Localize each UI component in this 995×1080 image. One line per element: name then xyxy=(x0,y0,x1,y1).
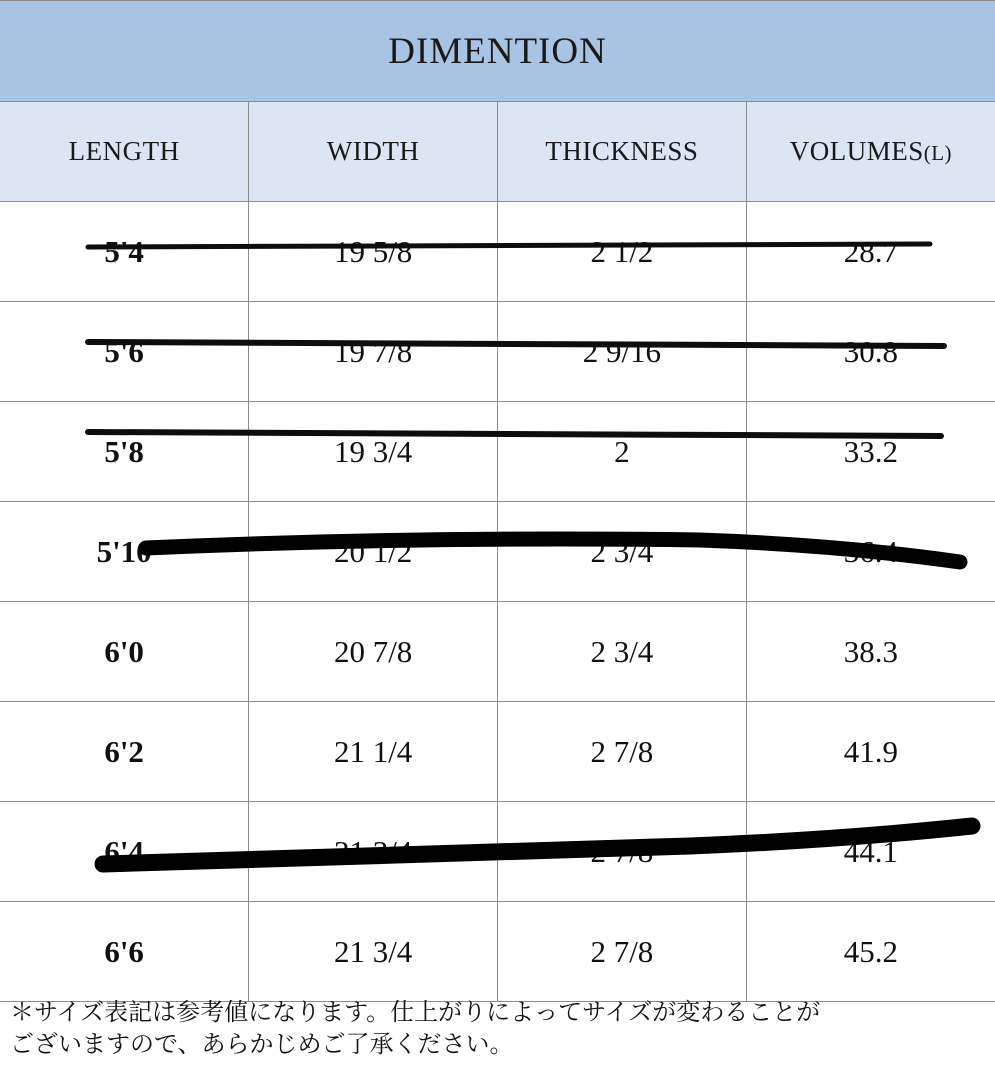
table-header-row xyxy=(0,102,995,202)
cell-thickness: 2 7/8 xyxy=(498,802,747,902)
cell-volume: 38.3 xyxy=(746,602,995,702)
cell-width: 19 7/8 xyxy=(249,302,498,402)
table-row xyxy=(0,502,995,602)
cell-width: 21 3/4 xyxy=(249,802,498,902)
column-header-thickness-label: THICKNESS xyxy=(545,136,699,166)
cell-length: 5'4 xyxy=(0,202,249,302)
cell-width: 21 1/4 xyxy=(249,702,498,802)
table-row xyxy=(0,702,995,802)
cell-thickness: 2 xyxy=(498,402,747,502)
cell-volume: 33.2 xyxy=(746,402,995,502)
column-header-volumes-unit: (L) xyxy=(923,141,953,165)
cell-thickness: 2 3/4 xyxy=(498,502,747,602)
cell-volume: 44.1 xyxy=(746,802,995,902)
cell-volume: 45.2 xyxy=(746,902,995,1002)
column-header-width-label: WIDTH xyxy=(326,136,420,166)
cell-width: 19 3/4 xyxy=(249,402,498,502)
column-header-volumes xyxy=(746,102,995,202)
table-title-row xyxy=(0,1,995,102)
cell-width: 21 3/4 xyxy=(249,902,498,1002)
table-title: DIMENTION xyxy=(0,1,995,102)
cell-thickness: 2 3/4 xyxy=(498,602,747,702)
table-row xyxy=(0,602,995,702)
table-row xyxy=(0,302,995,402)
cell-volume: 36.4 xyxy=(746,502,995,602)
cell-thickness: 2 1/2 xyxy=(498,202,747,302)
table-row xyxy=(0,202,995,302)
footnote-line-1: ＊サイズ表記は参考値になります。仕上がりによってサイズが変わることが xyxy=(10,998,821,1026)
cell-thickness: 2 7/8 xyxy=(498,902,747,1002)
column-header-thickness xyxy=(498,102,747,202)
cell-thickness: 2 7/8 xyxy=(498,702,747,802)
cell-length: 6'4 xyxy=(0,802,249,902)
footnote xyxy=(10,996,988,1061)
column-header-width xyxy=(249,102,498,202)
column-header-length-label: LENGTH xyxy=(68,136,180,166)
table-row xyxy=(0,902,995,1002)
footnote-line-2: ございますので、あらかじめご了承ください。 xyxy=(10,1030,514,1059)
table-row xyxy=(0,802,995,902)
column-header-length xyxy=(0,102,249,202)
cell-width: 20 1/2 xyxy=(249,502,498,602)
column-header-volumes-label: VOLUMES xyxy=(789,136,924,166)
cell-length: 5'10 xyxy=(0,502,249,602)
cell-length: 5'6 xyxy=(0,302,249,402)
cell-volume: 41.9 xyxy=(746,702,995,802)
table-row xyxy=(0,402,995,502)
cell-width: 19 5/8 xyxy=(249,202,498,302)
cell-length: 5'8 xyxy=(0,402,249,502)
cell-volume: 28.7 xyxy=(746,202,995,302)
cell-length: 6'6 xyxy=(0,902,249,1002)
cell-length: 6'0 xyxy=(0,602,249,702)
cell-thickness: 2 9/16 xyxy=(498,302,747,402)
cell-width: 20 7/8 xyxy=(249,602,498,702)
cell-length: 6'2 xyxy=(0,702,249,802)
cell-volume: 30.8 xyxy=(746,302,995,402)
